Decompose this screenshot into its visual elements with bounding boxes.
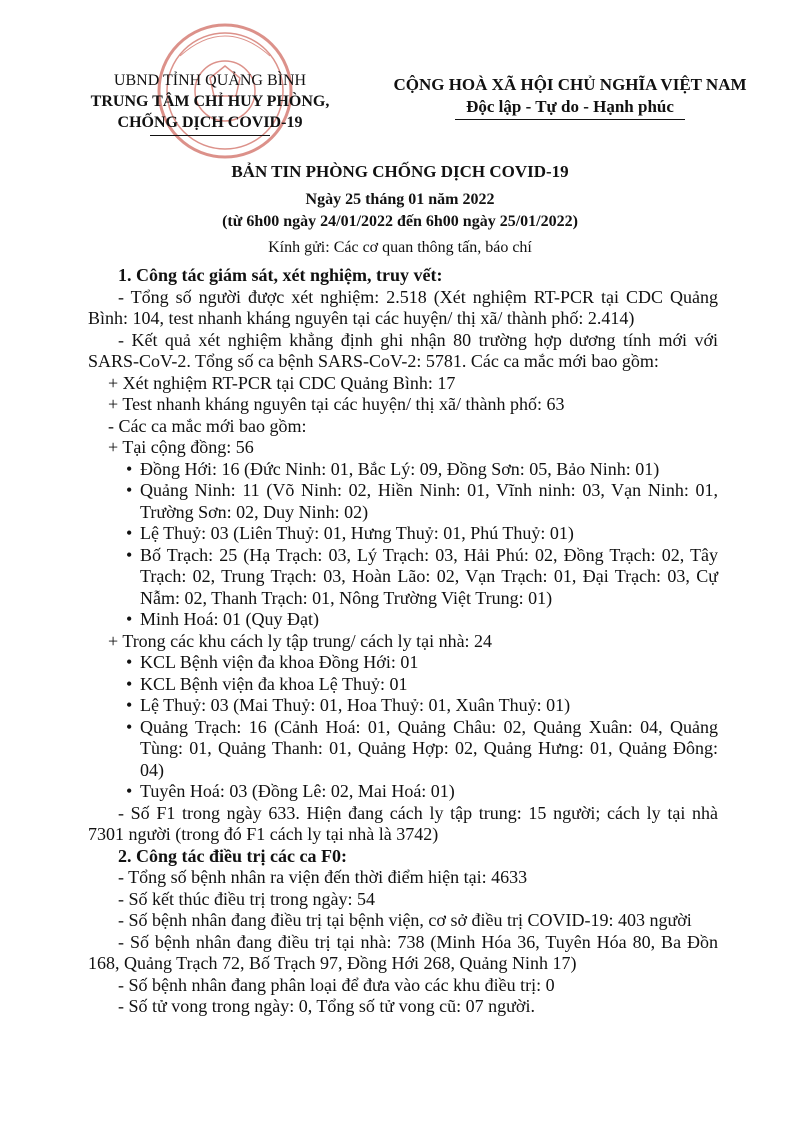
tested-paragraph: - Tổng số người được xét nghiệm: 2.518 (Xét nghiệm RT-PCR tại CDC Quảng Bình: 104, test nhanh kháng nguyên tại các huyện/ thị xã/ thành phố: 2.414): [88, 286, 718, 328]
list-item: • Đồng Hới: 16 (Đức Ninh: 01, Bắc Lý: 09, Đồng Sơn: 05, Bảo Ninh: 01): [88, 459, 718, 481]
community-label: + Tại cộng đồng: 56: [108, 437, 254, 457]
list-item: • Bố Trạch: 25 (Hạ Trạch: 03, Lý Trạch: 03, Hải Phú: 02, Đồng Trạch: 02, Tây Trạch: 02, Trung Trạch: 03, Hoàn Lão: 02, Vạn Trạch: 01, Đại Trạch: 03, Cự Nẫm: 02, Thanh Trạch: 01, Nông Trường Việt Trung: 01): [88, 545, 718, 610]
document-title: BẢN TIN PHÒNG CHỐNG DỊCH COVID-19: [231, 162, 569, 181]
authority-line-2: TRUNG TÂM CHỈ HUY PHÒNG,: [90, 93, 330, 110]
list-item: • Lệ Thuỷ: 03 (Mai Thuỷ: 01, Hoa Thuỷ: 01, Xuân Thuỷ: 01): [88, 695, 718, 717]
authority-underline: [150, 135, 270, 136]
document-body: [88, 265, 718, 1018]
rtpcr-line: + Xét nghiệm RT-PCR tại CDC Quảng Bình: 17: [108, 372, 456, 393]
list-item: • KCL Bệnh viện đa khoa Lệ Thuỷ: 01: [88, 674, 718, 696]
home-treatment-paragraph: - Số bệnh nhân đang điều trị tại nhà: 738 (Minh Hóa 36, Tuyên Hóa 80, Ba Đồn 168, Quảng Trạch 72, Bố Trạch 97, Đồng Hới 268, Quảng Ninh 17): [88, 931, 718, 973]
list-item: • Quảng Ninh: 11 (Võ Ninh: 02, Hiền Ninh: 01, Vĩnh ninh: 03, Vạn Ninh: 01, Trường Sơn: 02, Duy Ninh: 02): [88, 480, 718, 523]
national-header: [360, 74, 780, 120]
new-cases-label: - Các ca mắc mới bao gồm:: [108, 415, 307, 436]
confirmed-paragraph: - Kết quả xét nghiệm khẳng định ghi nhận 80 trường hợp dương tính mới với SARS-CoV-2. Tổng số ca bệnh SARS-CoV-2: 5781. Các ca mắc mới bao gồm:: [88, 329, 718, 371]
list-item: • Quảng Trạch: 16 (Cảnh Hoá: 01, Quảng Châu: 02, Quảng Xuân: 04, Quảng Tùng: 01, Quảng Thanh: 01, Quảng Hợp: 02, Quảng Hưng: 01, Quảng Đông: 04): [88, 717, 718, 782]
list-item: • Minh Hoá: 01 (Quy Đạt): [88, 609, 718, 631]
national-motto: Độc lập - Tự do - Hạnh phúc: [466, 97, 674, 116]
motto-underline: [455, 119, 685, 120]
recipient-line: Kính gửi: Các cơ quan thông tấn, báo chí: [268, 239, 532, 256]
deaths-line: - Số tử vong trong ngày: 0, Tổng số tử vong cũ: 07 người.: [118, 996, 535, 1016]
section-2-heading: 2. Công tác điều trị các ca F0:: [118, 845, 347, 866]
list-item: • Tuyên Hoá: 03 (Đồng Lê: 02, Mai Hoá: 01): [88, 781, 718, 803]
authority-line-1: UBND TỈNH QUẢNG BÌNH: [113, 72, 307, 89]
ended-treatment-line: - Số kết thúc điều trị trong ngày: 54: [118, 888, 375, 909]
list-item: • Lệ Thuỷ: 03 (Liên Thuỷ: 01, Hưng Thuỷ: 01, Phú Thuỷ: 01): [88, 523, 718, 545]
section-1-heading: 1. Công tác giám sát, xét nghiệm, truy vết:: [118, 265, 443, 285]
f1-paragraph: - Số F1 trong ngày 633. Hiện đang cách ly tập trung: 15 người; cách ly tại nhà 7301 người (trong đó F1 cách ly tại nhà là 3742): [88, 802, 718, 844]
list-item: • KCL Bệnh viện đa khoa Đồng Hới: 01: [88, 652, 718, 674]
isolation-label: + Trong các khu cách ly tập trung/ cách ly tại nhà: 24: [108, 630, 493, 651]
hospital-treatment-line: - Số bệnh nhân đang điều trị tại bệnh viện, cơ sở điều trị COVID-19: 403 người: [118, 910, 692, 930]
reporting-period: (từ 6h00 ngày 24/01/2022 đến 6h00 ngày 25/01/2022): [222, 213, 578, 230]
authority-line-3: CHỐNG DỊCH COVID-19: [117, 114, 303, 131]
discharged-line: - Tổng số bệnh nhân ra viện đến thời điểm hiện tại: 4633: [118, 867, 528, 887]
issuing-authority: [60, 70, 360, 136]
document-date: Ngày 25 tháng 01 năm 2022: [305, 191, 495, 208]
classifying-line: - Số bệnh nhân đang phân loại để đưa vào các khu điều trị: 0: [118, 974, 555, 995]
national-name: CỘNG HOÀ XÃ HỘI CHỦ NGHĨA VIỆT NAM: [393, 75, 747, 94]
rapid-test-line: + Test nhanh kháng nguyên tại các huyện/ thị xã/ thành phố: 63: [108, 394, 565, 414]
